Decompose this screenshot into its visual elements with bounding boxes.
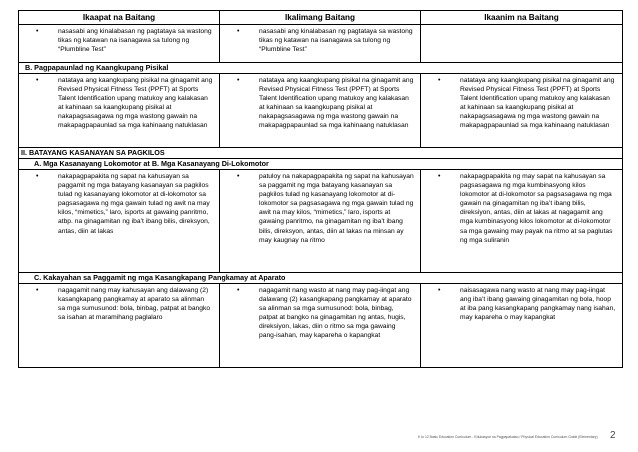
cell (220, 74, 421, 148)
cell-text: naisasagawa nang wasto at nang may pag-iingat ang iba’t ibang gawaing ginagamitan ng bola, hoop at iba pang kasangkapang pangkamay nang isahan, may kapareha o may kapangkat (460, 287, 616, 322)
section-heading-row (19, 63, 623, 74)
cell-text: natataya ang kaangkupang pisikal na ginagamit ang Revised Physical Fitness Test (PPFT) at Sports Talent Identification upang matukoy ang kalakasan at kahinaan sa kaangkupang pisikal at nakapagsasagawa ng mga wastong gawain na makapagpapaunlad sa mga kahinaang natuklasan (58, 77, 213, 130)
curriculum-table (18, 10, 623, 368)
cell-text: nakapagpapakita ng sapat na kahusayan sa paggamit ng mga batayang kasanayan sa pagkilos tulad ng kasanayang lokomotor at di-lokomotor sa pagsasagawa ng mga gawain tulad ng awit na may kilos, “mimetics,” laro, isports at gawaing panritmo, atbp. na ginagamitan ng iba’t ibang bilis, direksyon, antas, diin at lakas (58, 173, 210, 235)
bullet-icon: • (237, 28, 240, 35)
cell (421, 170, 623, 273)
bullet-icon: • (237, 77, 240, 84)
table-row (19, 170, 623, 273)
cell-text: nasasabi ang kinalabasan ng pagtataya sa wastong tikas ng katawan na isanagawa sa tulong ng “Plumbline Test” (58, 28, 212, 54)
curriculum-page (18, 10, 622, 368)
bullet-icon: • (36, 77, 39, 84)
cell-text: nagagamit nang wasto at nang may pag-iingat ang dalawang (2) kasangkapang pangkamay at aparato sa alinman sa mga sumusunod: bola, binbag, patpat at bangko na ginagamitan ng antas, hugis, direksiyon, lakas, diin o ritmo sa mga gawaing pang-isahan, may kapareha o kapangkat (259, 287, 412, 340)
page-number: 2 (610, 430, 616, 441)
cell (421, 25, 623, 63)
cell (220, 170, 421, 273)
bullet-icon: • (438, 287, 441, 294)
header-row (19, 11, 623, 25)
cell (421, 284, 623, 368)
cell (220, 284, 421, 368)
cell-text: natataya ang kaangkupang pisikal na ginagamit ang Revised Physical Fitness Test (PPFT) at Sports Talent Identification upang matukoy ang kalakasan at kahinaan sa kaangkupang pisikal at nakapagsasagawa ng mga wastong gawain na makapagpapaunlad sa mga kahinaang natuklasan (460, 77, 615, 130)
bullet-icon: • (237, 287, 240, 294)
cell-text: natataya ang kaangkupang pisikal na ginagamit ang Revised Physical Fitness Test (PPFT) at Sports Talent Identification upang matukoy ang kalakasan at kahinaan sa kaangkupang pisikal at nakapagsasagawa ng mga wastong gawain na makapagpapaunlad sa mga kahinaang natuklasan (259, 77, 414, 130)
bullet-icon: • (36, 173, 39, 180)
cell (421, 74, 623, 148)
cell-text: nasasabi ang kinalabasan ng pagtataya sa wastong tikas ng katawan na isanagawa sa tulong ng “Plumbline Test” (259, 28, 413, 54)
cell (19, 25, 220, 63)
cell (220, 25, 421, 63)
section-heading-c: C. Kakayahan sa Paggamit ng mga Kasangkapang Pangkamay at Aparato (19, 273, 623, 284)
header-grade-6: Ikaanim na Baitang (421, 11, 623, 25)
section-heading-b: B. Pagpapaunlad ng Kaangkupang Pisikal (19, 63, 623, 74)
cell (19, 74, 220, 148)
bullet-icon: • (237, 173, 240, 180)
section-heading-row (19, 148, 623, 159)
section-heading-row (19, 159, 623, 170)
section-heading-a: A. Mga Kasanayang Lokomotor at B. Mga Kasanayang Di-Lokomotor (19, 159, 623, 170)
section-heading-ii: II. BATAYANG KASANAYAN SA PAGKILOS (19, 148, 623, 159)
page-footer: K to 12 Basic Education Curriculum - Edukasyon sa Pagpapakatao / Physical Education Curriculum Guide (Elementary) (418, 435, 598, 439)
bullet-icon: • (36, 287, 39, 294)
section-heading-row (19, 273, 623, 284)
table-row (19, 25, 623, 63)
cell (19, 284, 220, 368)
bullet-icon: • (36, 28, 39, 35)
table-row (19, 74, 623, 148)
cell-text: nagagamit nang may kahusayan ang dalawang (2) kasangkapang pangkamay at aparato sa alinman sa mga sumusunod: bola, binbag, patpat at bangko sa isahan at maramihang paglalaro (58, 287, 211, 322)
bullet-icon: • (438, 173, 441, 180)
bullet-icon: • (438, 77, 441, 84)
cell (19, 170, 220, 273)
header-grade-5: Ikalimang Baitang (220, 11, 421, 25)
cell-text: nakapagpapakita ng may sapat na kahusayan sa pagsasagawa ng mga kumbinasyong kilos lokomotor at di-lokomotor sa pagsasagawa ng mga gawain na ginagamitan ng iba’t ibang bilis, direksiyon, antas, diin at lakas at nagagamit ang mga kumbinasyong kilos lokomotor at di-lokomotor sa mga gawaing may payak na ritmo at sa paglutas ng mga suliranin (460, 173, 613, 244)
cell-text: patuloy na nakapagpapakita ng sapat na kahusayan sa paggamit ng mga batayang kasanayan sa pagkilos tulad ng kasanayang lokomotor at di-lokomotor sa pagsasagawa ng mga gawain tulad ng awit na may kilos, “mimetics,” laro, isports at gawaing panritmo, na ginagamitan ng iba’t ibang bilis, direksyon, antas, diin at lakas na minsan ay may kaugnay na ritmo (259, 173, 414, 244)
table-row (19, 284, 623, 368)
header-grade-4: Ikaapat na Baitang (19, 11, 220, 25)
